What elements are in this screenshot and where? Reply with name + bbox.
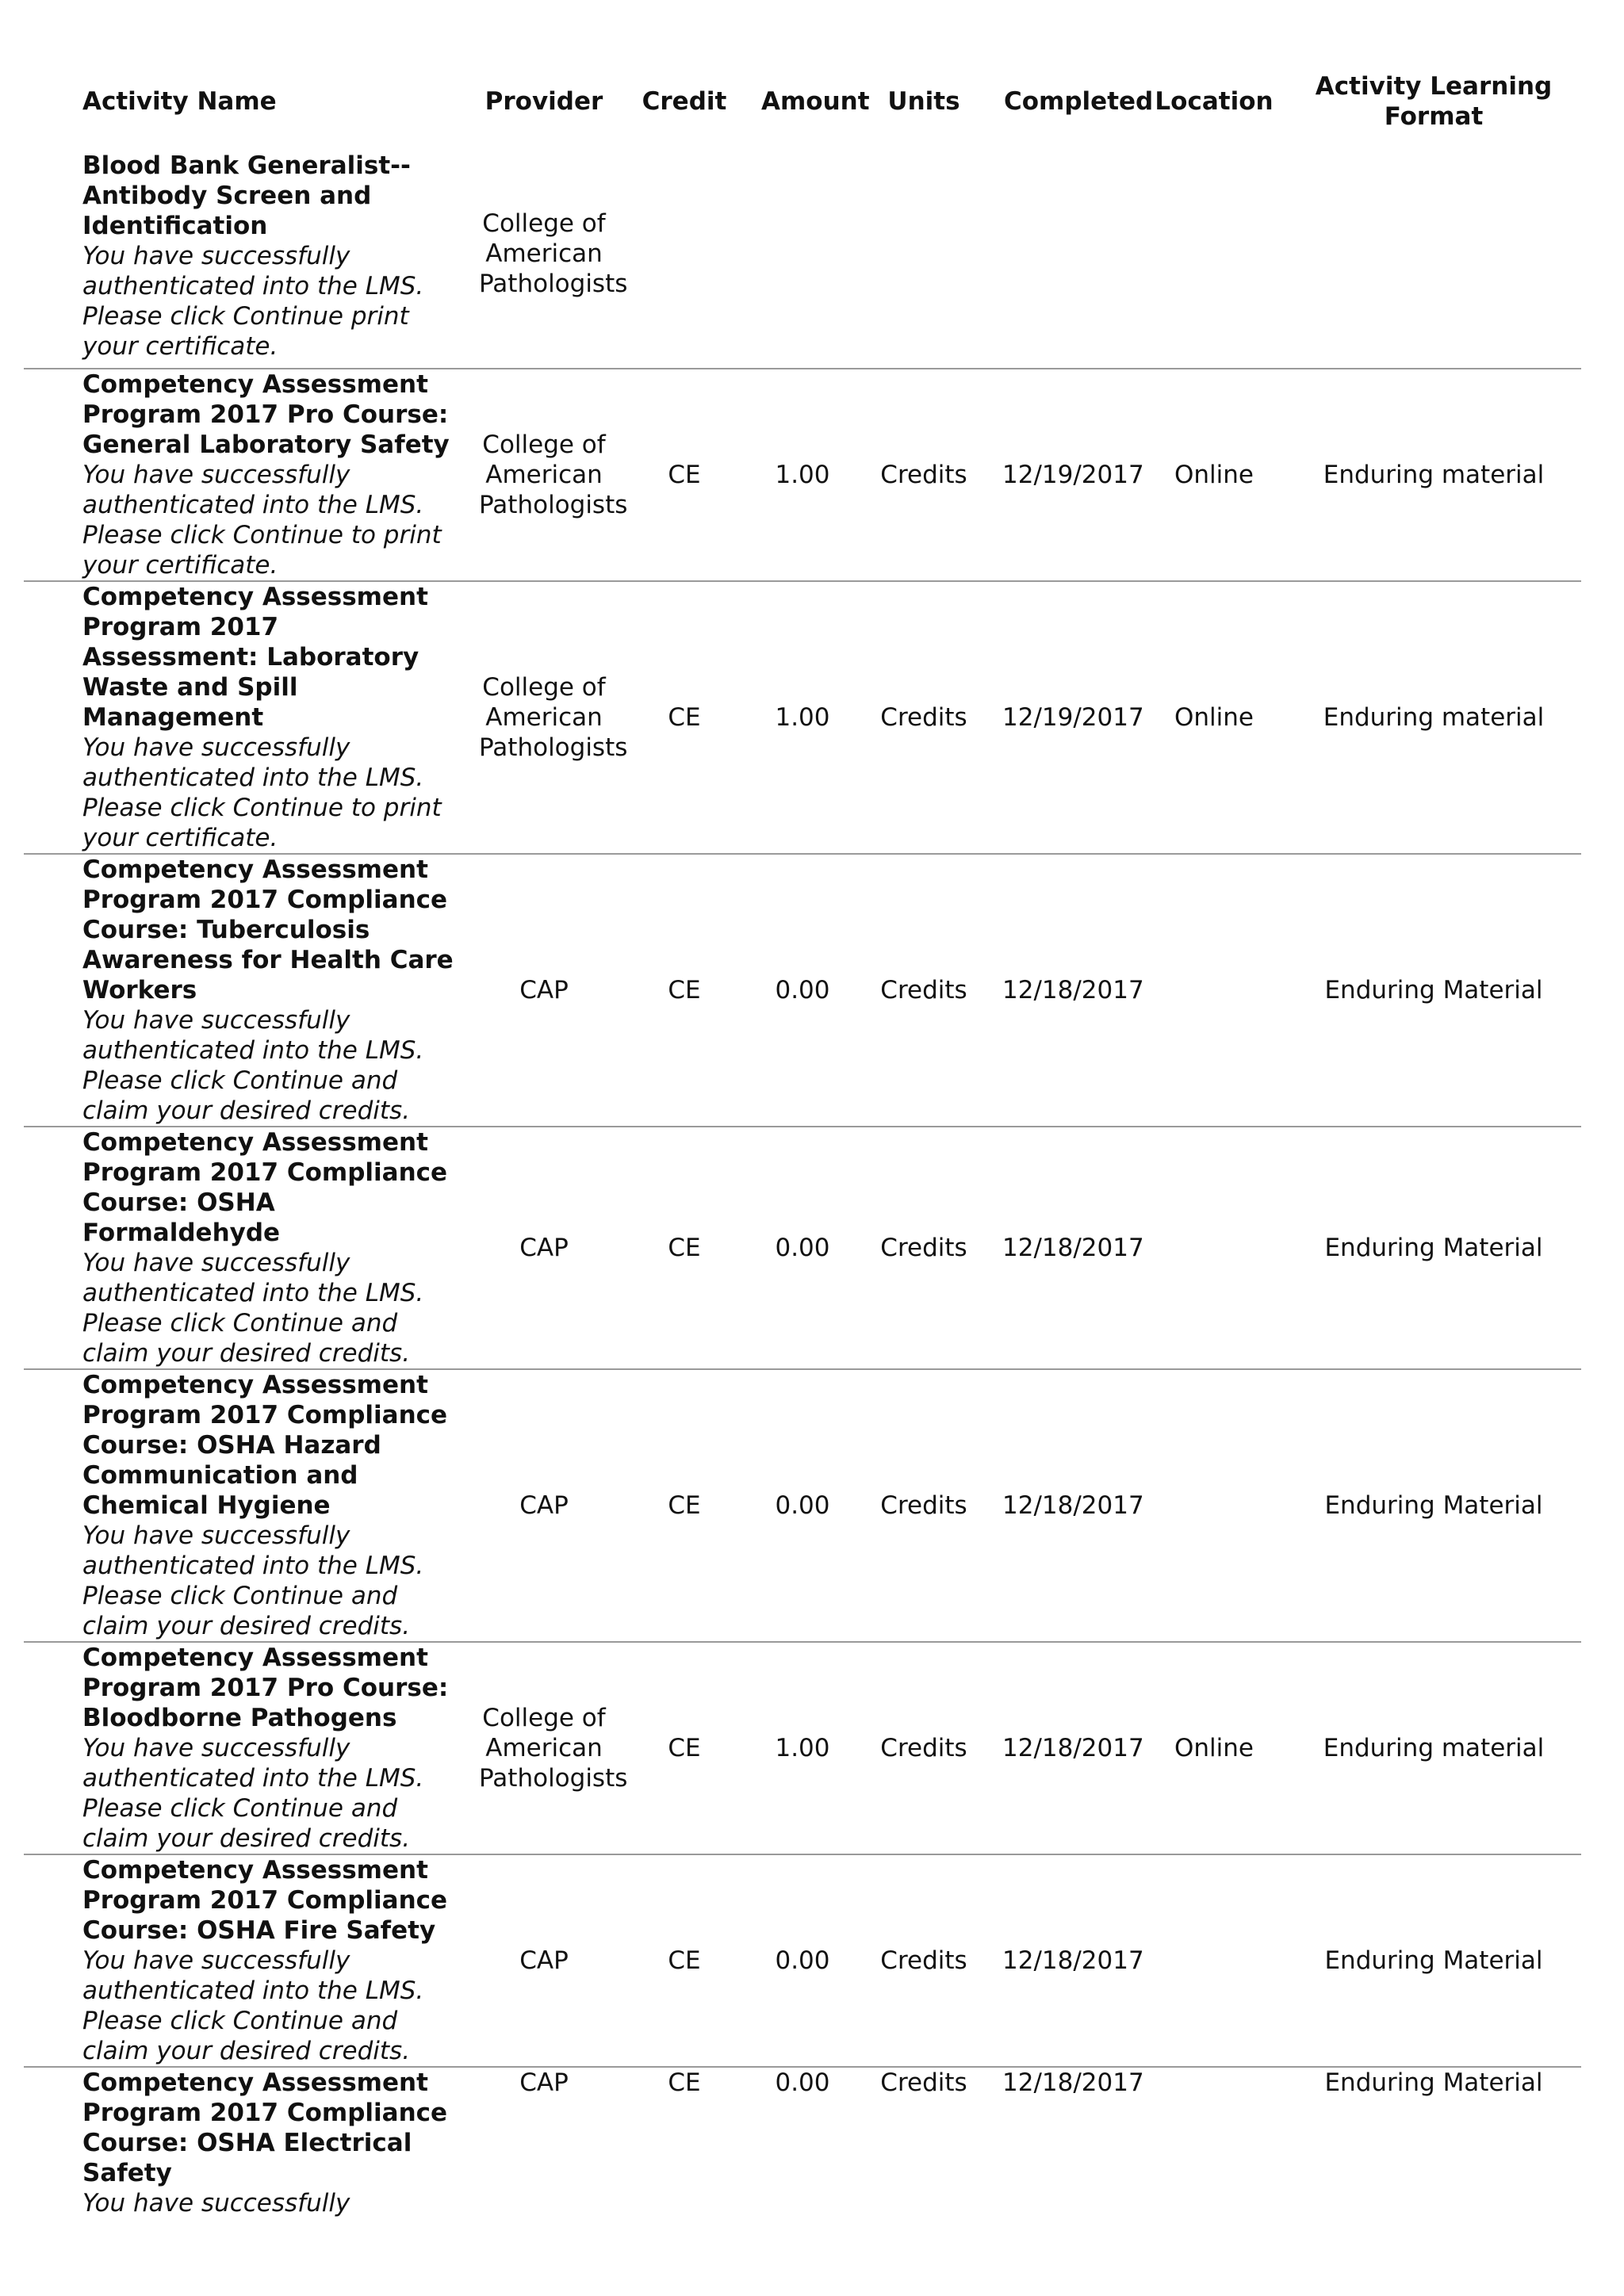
table-row (24, 140, 1581, 369)
activity-title: Competency Assessment Program 2017 Compliance Course: OSHA Fire Safety (82, 1856, 448, 1945)
activity-name-cell (24, 854, 474, 1127)
cell-completed: 12/18/2017 (1002, 1734, 1144, 1762)
cell-credit: CE (668, 461, 701, 489)
cell-location (1142, 1369, 1286, 1642)
cell-location (1142, 1127, 1286, 1369)
cell-completed: 12/18/2017 (1002, 976, 1144, 1004)
activity-title: Competency Assessment Program 2017 Compliance Course: Tuberculosis Awareness for Health Care Workers (82, 855, 454, 1004)
header-format: Activity Learning Format (1315, 72, 1553, 131)
cell-format: Enduring Material (1324, 976, 1543, 1004)
cell-units: Credits (880, 1234, 967, 1262)
cell-amount: 0.00 (775, 2068, 830, 2097)
activity-status-note: You have successfully authenticated into the LMS. Please click Continue and claim your desired credits. (82, 1006, 424, 1125)
cell-location: Online (1174, 703, 1254, 732)
cell-provider: CAP (519, 1491, 569, 1520)
cell-location (1142, 2067, 1286, 2218)
activity-name-cell (24, 2067, 474, 2218)
cell-format: Enduring Material (1324, 1946, 1543, 1975)
activity-title: Blood Bank Generalist--Antibody Screen and Identification (82, 151, 411, 240)
cell-amount: 1.00 (775, 461, 830, 489)
activity-name-cell (24, 581, 474, 854)
activity-name-cell (24, 1854, 474, 2067)
cell-credit: CE (668, 1734, 701, 1762)
table-row (24, 581, 1581, 854)
header-units: Units (887, 87, 960, 116)
header-activity-name: Activity Name (82, 87, 277, 116)
cell-provider: CAP (519, 976, 569, 1004)
header-completed: Completed (1004, 87, 1154, 116)
cell-amount: 0.00 (775, 1234, 830, 1262)
activity-title: Competency Assessment Program 2017 Compliance Course: OSHA Formaldehyde (82, 1128, 448, 1247)
table-row (24, 1127, 1581, 1369)
table-row (24, 2067, 1581, 2218)
cell-credit (614, 140, 755, 369)
cell-credit: CE (668, 1946, 701, 1975)
table-header-row (24, 63, 1581, 140)
cell-credit: CE (668, 1491, 701, 1520)
cell-format: Enduring material (1323, 1734, 1545, 1762)
cell-completed: 12/18/2017 (1002, 1234, 1144, 1262)
cell-format: Enduring material (1323, 461, 1545, 489)
activity-status-note: You have successfully authenticated into the LMS. Please click Continue and claim your desired credits. (82, 1946, 424, 2065)
cell-location: Online (1174, 461, 1254, 489)
cell-provider: CAP (519, 1946, 569, 1975)
cell-units: Credits (880, 1491, 967, 1520)
activity-status-note: You have successfully authenticated into the LMS. Please click Continue and claim your desired credits. (82, 1249, 424, 1368)
transcript-page (24, 63, 1581, 2218)
header-credit: Credit (642, 87, 727, 116)
cell-units: Credits (880, 1946, 967, 1975)
table-row (24, 369, 1581, 581)
cell-credit: CE (668, 976, 701, 1004)
cell-amount: 0.00 (775, 1491, 830, 1520)
activity-title: Competency Assessment Program 2017 Compliance Course: OSHA Electrical Safety (82, 2068, 448, 2187)
cell-completed: 12/18/2017 (1002, 1946, 1144, 1975)
header-provider: Provider (485, 87, 603, 116)
cell-completed: 12/19/2017 (1002, 461, 1144, 489)
activity-title: Competency Assessment Program 2017 Pro Course: General Laboratory Safety (82, 370, 450, 459)
cell-units: Credits (880, 2068, 967, 2097)
activity-status-note: You have successfully authenticated into the LMS. Please click Continue to print your certificate. (82, 461, 442, 580)
activity-status-note: You have successfully authenticated into the LMS. Please click Continue and claim your desired credits. (82, 1734, 424, 1853)
table-row (24, 1369, 1581, 1642)
cell-amount (755, 140, 850, 369)
activity-status-note: You have successfully authenticated into the LMS. Please click Continue print your certificate. (82, 242, 424, 361)
cell-credit: CE (668, 703, 701, 732)
cell-location (1142, 1854, 1286, 2067)
cell-amount: 0.00 (775, 1946, 830, 1975)
activity-name-cell (24, 1642, 474, 1854)
cell-units: Credits (880, 703, 967, 732)
cell-completed: 12/18/2017 (1002, 1491, 1144, 1520)
cell-amount: 1.00 (775, 1734, 830, 1762)
cell-provider: College of American Pathologists (479, 430, 628, 519)
cell-format: Enduring Material (1324, 2068, 1543, 2097)
cell-provider: College of American Pathologists (479, 209, 628, 298)
cell-units: Credits (880, 976, 967, 1004)
cell-location: Online (1174, 1734, 1254, 1762)
activity-name-cell (24, 1369, 474, 1642)
cell-provider: CAP (519, 2068, 569, 2097)
cell-units: Credits (880, 1734, 967, 1762)
activity-name-cell (24, 1127, 474, 1369)
table-row (24, 1642, 1581, 1854)
cell-units (850, 140, 998, 369)
cell-credit: CE (668, 1234, 701, 1262)
activity-status-note: You have successfully authenticated into the LMS. Please click Continue to print your certificate. (82, 733, 442, 852)
activity-name-cell (24, 369, 474, 581)
table-row (24, 854, 1581, 1127)
cell-provider: College of American Pathologists (479, 673, 628, 762)
header-amount: Amount (761, 87, 870, 116)
cell-units: Credits (880, 461, 967, 489)
activity-title: Competency Assessment Program 2017 Pro Course: Bloodborne Pathogens (82, 1644, 449, 1732)
cell-amount: 1.00 (775, 703, 830, 732)
cell-location (1142, 854, 1286, 1127)
activity-title: Competency Assessment Program 2017 Assessment: Laboratory Waste and Spill Management (82, 583, 428, 732)
activity-title: Competency Assessment Program 2017 Compliance Course: OSHA Hazard Communication and Chemical Hygiene (82, 1371, 448, 1520)
cell-completed (998, 140, 1142, 369)
activity-status-note: You have successfully (82, 2189, 350, 2218)
cell-format (1286, 140, 1581, 369)
cell-location (1142, 140, 1286, 369)
activity-table-body (24, 140, 1581, 2218)
cell-amount: 0.00 (775, 976, 830, 1004)
table-row (24, 1854, 1581, 2067)
cell-format: Enduring Material (1324, 1234, 1543, 1262)
cell-completed: 12/18/2017 (1002, 2068, 1144, 2097)
activity-table (24, 63, 1581, 2218)
cell-completed: 12/19/2017 (1002, 703, 1144, 732)
cell-format: Enduring Material (1324, 1491, 1543, 1520)
activity-name-cell (24, 140, 474, 369)
activity-status-note: You have successfully authenticated into the LMS. Please click Continue and claim your desired credits. (82, 1521, 424, 1640)
cell-format: Enduring material (1323, 703, 1545, 732)
header-location: Location (1155, 87, 1274, 116)
cell-provider: CAP (519, 1234, 569, 1262)
cell-provider: College of American Pathologists (479, 1704, 628, 1793)
cell-credit: CE (668, 2068, 701, 2097)
